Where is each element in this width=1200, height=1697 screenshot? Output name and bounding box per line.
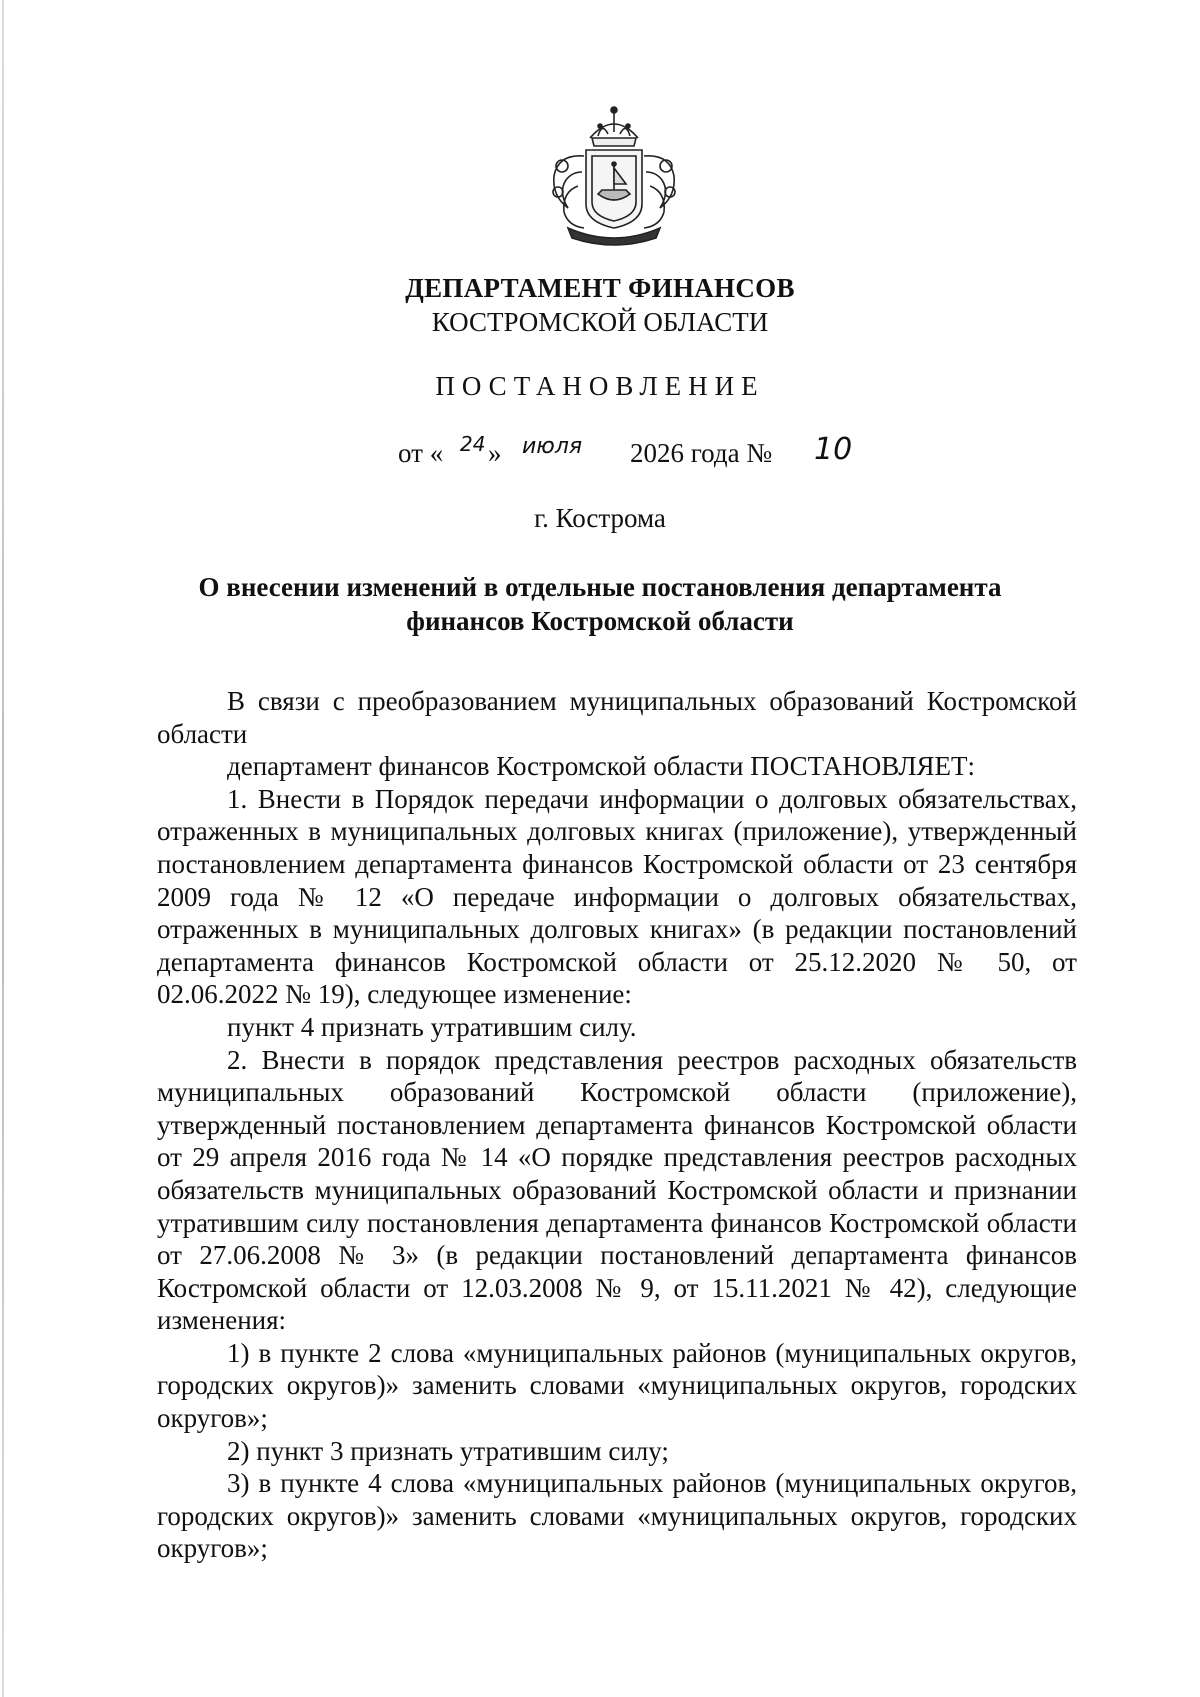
date-close-quote: » [488, 438, 502, 468]
body-paragraph: пункт 4 признать утратившим силу. [227, 1011, 637, 1042]
scan-edge-line [2, 0, 4, 1697]
title-line: О внесении изменений в отдельные постановления департамента [198, 572, 1002, 602]
city-line: г. Кострома [534, 503, 666, 533]
title-line: финансов Костромской области [406, 606, 794, 636]
body-paragraph: 1) в пункте 2 слова «муниципальных районов (муниципальных округов, городских округов)» заменить словами «муниципальных округов, городских округов»; [157, 1337, 1077, 1434]
body-paragraph: 2. Внести в порядок представления реестров расходных обязательств муниципальных образований Костромской области (приложение), утвержденный постановлением департамента финансов Костромской области от 29 апреля 2016 года № 14 «О порядке представления реестров расходных обязательств муниципальных образований Костромской области и признании утратившим силу постановления департамента финансов Костромской области от 27.06.2008 № 3» (в редакции постановлений департамента финансов Костромской области от 12.03.2008 № 9, от 15.11.2021 № 42), следующие изменения: [157, 1044, 1077, 1336]
handwritten-day: 24 [460, 432, 486, 456]
body-paragraph: 2) пункт 3 признать утратившим силу; [227, 1435, 669, 1466]
document-type: ПОСТАНОВЛЕНИЕ [435, 371, 765, 401]
body-paragraph: 3) в пункте 4 слова «муниципальных районов (муниципальных округов, городских округов)» заменить словами «муниципальных округов, городских округов»; [157, 1468, 1077, 1564]
date-year-text: 2026 года № [630, 438, 773, 468]
body-paragraph: В связи с преобразованием муниципальных образований Костромской области [157, 686, 1077, 749]
date-prefix: от « [398, 438, 444, 468]
handwritten-number: 10 [814, 432, 853, 467]
handwritten-month: июля [522, 434, 583, 459]
document-body [157, 685, 1077, 1565]
coat-of-arms-emblem [528, 96, 700, 248]
department-name: ДЕПАРТАМЕНТ ФИНАНСОВ [405, 273, 795, 303]
body-paragraph: 1. Внести в Порядок передачи информации о долговых обязательствах, отраженных в муниципальных долговых книгах (приложение), утвержденный постановлением департамента финансов Костромской области от 23 сентября 2009 года № 12 «О передаче информации о долговых обязательствах, отраженных в муниципальных долговых книгах» (в редакции постановлений департамента финансов Костромской области от 25.12.2020 № 50, от 02.06.2022 № 19), следующее изменение: [157, 783, 1077, 1010]
document-title [0, 570, 1200, 638]
body-paragraph: департамент финансов Костромской области ПОСТАНОВЛЯЕТ: [227, 751, 976, 782]
region-name: КОСТРОМСКОЙ ОБЛАСТИ [431, 307, 769, 337]
date-line [398, 432, 958, 478]
